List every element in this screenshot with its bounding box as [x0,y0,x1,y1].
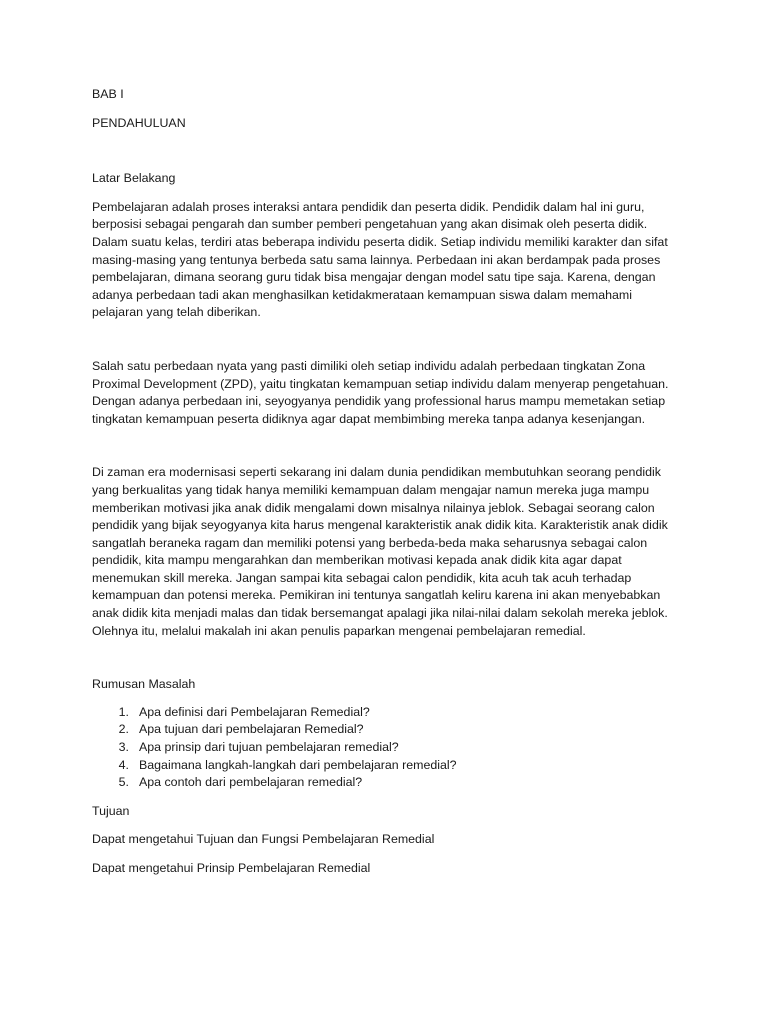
list-number: 2. [118,722,129,737]
list-item [92,721,676,739]
list-item [92,704,676,722]
rumusan-list [92,704,676,792]
list-item [92,774,676,792]
list-item [92,739,676,757]
list-number: 3. [118,740,129,755]
list-text: Apa prinsip dari tujuan pembelajaran remedial? [139,740,399,755]
tujuan-heading: Tujuan [92,803,130,818]
list-number: 5. [118,775,129,790]
list-item [92,757,676,775]
latar-belakang-heading: Latar Belakang [92,171,176,186]
latar-paragraph-3: Di zaman era modernisasi seperti sekarang ini dalam dunia pendidikan membutuhkan seorang pendidik yang berkualitas yang tidak hanya memiliki kemampuan dalam mengajar namun mereka juga mampu memberikan motivasi jika anak didik mengalami down misalnya nilainya jeblok. Sebagai seorang calon pendidik yang bijak seyogyanya kita harus mengenal karakteristik anak didik kita. Karakteristik anak didik sangatlah beraneka ragam dan memiliki potensi yang berbeda-beda maka seharusnya sebagai calon pendidik, kita mampu mengarahkan dan memberikan motivasi kepada anak didik kita agar dapat menemukan skill mereka. Jangan sampai kita sebagai calon pendidik, kita acuh tak acuh terhadap kemampuan dan potensi mereka. Pemikiran ini tentunya sangatlah keliru karena ini akan menyebabkan anak didik kita menjadi malas dan tidak bersemangat apalagi jika nilai-nilai dalam sekolah mereka jeblok. Olehnya itu, melalui makalah ini akan penulis paparkan mengenai pembelajaran remedial. [92,465,668,638]
chapter-number: BAB I [92,87,124,101]
list-text: Bagaimana langkah-langkah dari pembelajaran remedial? [139,757,457,772]
tujuan-item-2: Dapat mengetahui Prinsip Pembelajaran Remedial [92,861,371,875]
latar-paragraph-2: Salah satu perbedaan nyata yang pasti dimiliki oleh setiap individu adalah perbedaan tingkatan Zona Proximal Development (ZPD), yaitu tingkatan kemampuan setiap individu dalam menyerap pengetahuan. Dengan adanya perbedaan ini, seyogyanya pendidik yang professional harus mampu memetakan setiap tingkatan kemampuan peserta didiknya agar dapat membimbing mereka tanpa adanya kesenjangan. [92,358,669,426]
chapter-title: PENDAHULUAN [92,115,186,130]
rumusan-masalah-heading: Rumusan Masalah [92,677,196,692]
tujuan-item-1: Dapat mengetahui Tujuan dan Fungsi Pembelajaran Remedial [92,832,435,847]
list-number: 4. [118,757,129,772]
list-text: Apa contoh dari pembelajaran remedial? [139,775,363,790]
latar-paragraph-1: Pembelajaran adalah proses interaksi antara pendidik dan peserta didik. Pendidik dalam hal ini guru, berposisi sebagai pengarah dan sumber pemberi pengetahuan yang akan disimak oleh peserta didik. Dalam suatu kelas, terdiri atas beberapa individu peserta didik. Setiap individu memiliki karakter dan sifat masing-masing yang tentunya berbeda satu sama lainnya. Perbedaan ini akan berdampak pada proses pembelajaran, dimana seorang guru tidak bisa mengajar dengan model satu tipe saja. Karena, dengan adanya perbedaan tadi akan menghasilkan ketidakmerataan kemampuan siswa dalam memahami pelajaran yang telah diberikan. [92,199,668,320]
list-text: Apa definisi dari Pembelajaran Remedial? [139,704,370,719]
list-number: 1. [118,704,129,719]
list-text: Apa tujuan dari pembelajaran Remedial? [139,722,364,737]
